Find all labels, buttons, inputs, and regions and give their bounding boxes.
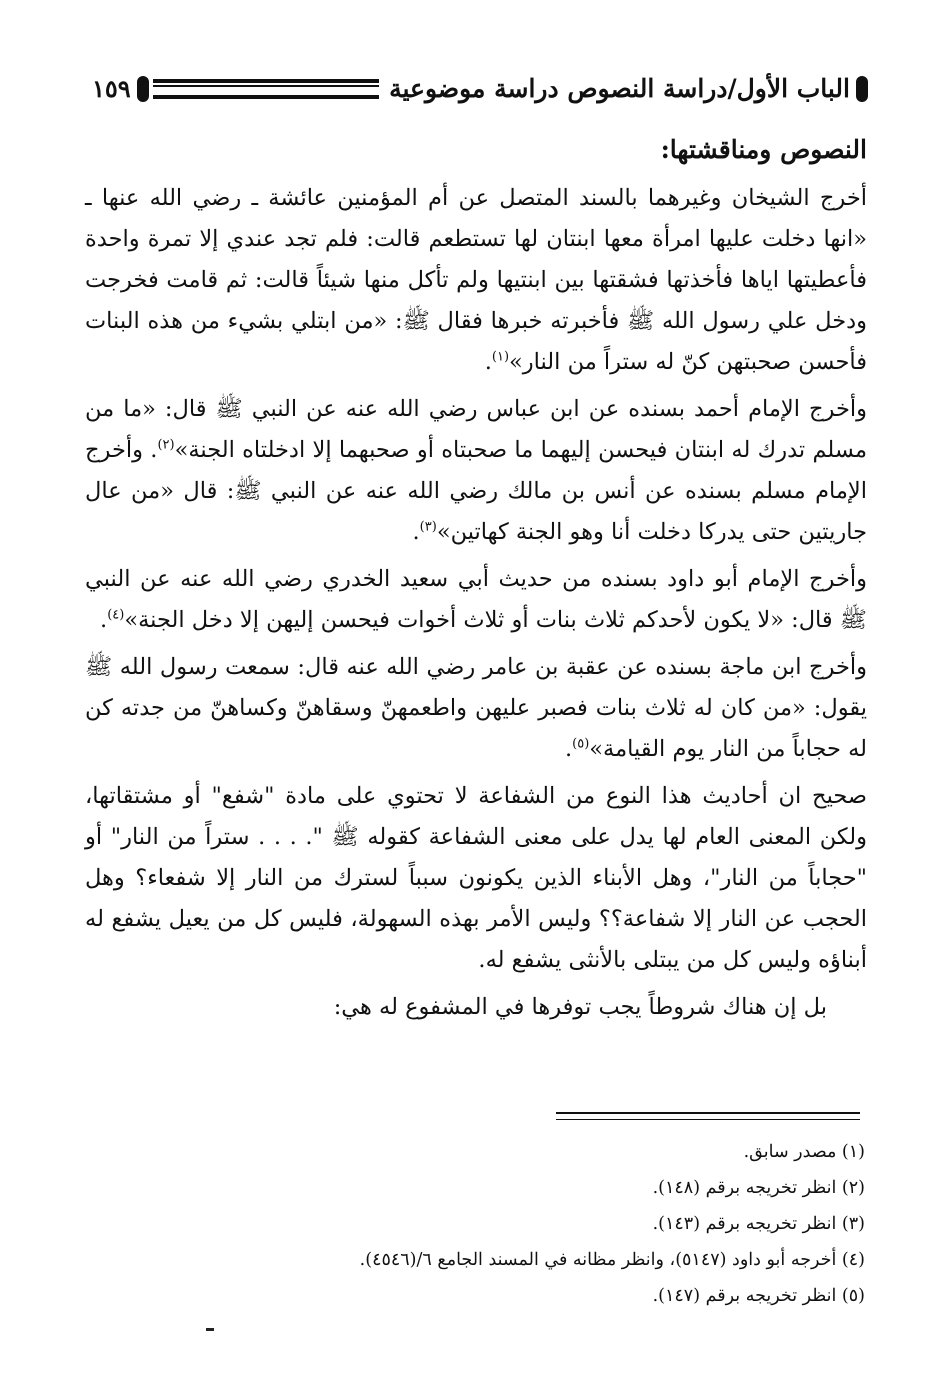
- paragraph-text: أخرج الشيخان وغيرهما بالسند المتصل عن أم المؤمنين عائشة ـ رضي الله عنها ـ «انها دخلت عليها امرأة معها ابنتان لها تستطعم قالت: فلم تجد عندي إلا تمرة واحدة فأعطيتها اياها فأخذتها فشقتها بين ابنتيها ولم تأكل منها شيئاً قالت: ثم قامت فخرجت ودخل علي رسول الله ﷺ فأخبرته خبرها فقال ﷺ: «من ابتلي بشيء من هذه البنات فأحسن صحبتهن كنّ له ستراً من النار»: [85, 185, 867, 375]
- header-ornament-left: [137, 76, 149, 102]
- footnote-item: (١) مصدر سابق.: [743, 1142, 865, 1162]
- footnote-separator: [556, 1112, 860, 1120]
- footnote-ref: (٥): [572, 736, 590, 752]
- section-heading: النصوص ومناقشتها:: [660, 135, 867, 164]
- paragraph-conditions: [85, 987, 867, 1028]
- paragraph-text: وأخرج ابن ماجة بسنده عن عقبة بن عامر رضي الله عنه قال: سمعت رسول الله ﷺ يقول: «من كان له ثلاث بنات فصبر عليهن واطعمهنّ وسقاهنّ وكساهنّ من جدته كن له حجاباً من النار يوم القيامة»: [85, 654, 867, 762]
- footnote-item: (٤) أخرجه أبو داود (٥١٤٧)، وانظر مظانه في المسند الجامع ٦/(٤٥٤٦).: [359, 1250, 865, 1270]
- paragraph-text-continued: . وأخرج الإمام مسلم بسنده عن أنس بن مالك رضي الله عنه عن النبي ﷺ: قال «من عال جاريتين حتى يدركا دخلت أنا وهو الجنة كهاتين»: [85, 437, 867, 545]
- paragraph-ibn-majah: وأخرج ابن ماجة بسنده عن عقبة بن عامر رضي الله عنه قال: سمعت رسول الله ﷺ يقول: «من كان له ثلاث بنات فصبر عليهن واطعمهنّ وسقاهنّ وكساهنّ من جدته كن له حجاباً من النار يوم القيامة»$^{(٥)}$.: [85, 654, 867, 762]
- paragraph-text: بل إن هناك شروطاً يجب توفرها في المشفوع له هي:: [333, 994, 827, 1020]
- page-number: ١٥٩: [92, 74, 131, 103]
- footnote-ref: (١): [491, 349, 510, 365]
- running-header: [88, 66, 868, 112]
- paragraph-ibn-abbas: وأخرج الإمام أحمد بسنده عن ابن عباس رضي الله عنه عن النبي ﷺ قال: «ما من مسلم تدرك له ابنتان فيحسن إليهما ما صحبتاه أو صحبهما إلا ادخلتاه الجنة»$^{(٢)}$. وأخرج الإمام مسلم بسنده عن أنس بن مالك رضي الله عنه عن النبي ﷺ: قال «من عال جاريتين حتى يدركا دخلت أنا وهو الجنة كهاتين»$^{(٣)}$.: [85, 396, 867, 545]
- paragraph-aisha: أخرج الشيخان وغيرهما بالسند المتصل عن أم المؤمنين عائشة ـ رضي الله عنها ـ «انها دخلت عليها امرأة معها ابنتان لها تستطعم قالت: فلم تجد عندي إلا تمرة واحدة فأعطيتها اياها فأخذتها فشقتها بين ابنتيها ولم تأكل منها شيئاً قالت: ثم قامت فخرجت ودخل علي رسول الله ﷺ فأخبرته خبرها فقال ﷺ: «من ابتلي بشيء من هذه البنات فأحسن صحبتهن كنّ له ستراً من النار»$^{(١)}$.: [85, 185, 867, 375]
- footnote-item: (٢) انظر تخريجه برقم (١٤٨).: [652, 1178, 865, 1198]
- paragraph-text: صحيح ان أحاديث هذا النوع من الشفاعة لا تحتوي على مادة "شفع" أو مشتقاتها، ولكن المعنى العام لها يدل على معنى الشفاعة كقوله ﷺ ". . . . ستراً من النار" أو "حجاباً من النار"، وهل الأبناء الذين يكونون سبباً لسترك من النار إلا شفعاء؟ وهل الحجب عن النار إلا شفاعة؟؟ وليس الأمر بهذه السهولة، فليس كل من يعيل يشفع له أبناؤه وليس كل من يبتلى بالأنثى يشفع له.: [85, 783, 867, 973]
- main-text: [85, 128, 867, 1034]
- footnote-item: (٥) انظر تخريجه برقم (١٤٧).: [652, 1286, 865, 1306]
- header-ornament-right: [856, 76, 868, 102]
- footnote-ref: (٣): [419, 519, 437, 535]
- header-rule: [153, 79, 379, 99]
- footnote-ref: (٤): [107, 607, 125, 623]
- paragraph-text: وأخرج الإمام أحمد بسنده عن ابن عباس رضي الله عنه عن النبي ﷺ قال: «ما من مسلم تدرك له ابنتان فيحسن إليهما ما صحبتاه أو صحبهما إلا ادخلتاه الجنة»: [85, 396, 867, 463]
- paragraph-discussion: [85, 776, 867, 981]
- footnote-item: (٣) انظر تخريجه برقم (١٤٣).: [652, 1214, 865, 1234]
- footnotes: [200, 1134, 865, 1314]
- paragraph-abu-dawud: وأخرج الإمام أبو داود بسنده من حديث أبي سعيد الخدري رضي الله عنه عن النبي ﷺ قال: «لا يكون لأحدكم ثلاث بنات أو ثلاث أخوات فيحسن إليهن إلا دخل الجنة»$^{(٤)}$.: [85, 566, 867, 633]
- scan-mark: [206, 1328, 214, 1331]
- chapter-title: الباب الأول/دراسة النصوص دراسة موضوعية: [389, 74, 850, 103]
- footnote-ref: (٢): [157, 437, 175, 453]
- paragraph-text: وأخرج الإمام أبو داود بسنده من حديث أبي سعيد الخدري رضي الله عنه عن النبي ﷺ قال: «لا يكون لأحدكم ثلاث بنات أو ثلاث أخوات فيحسن إليهن إلا دخل الجنة»: [85, 566, 867, 633]
